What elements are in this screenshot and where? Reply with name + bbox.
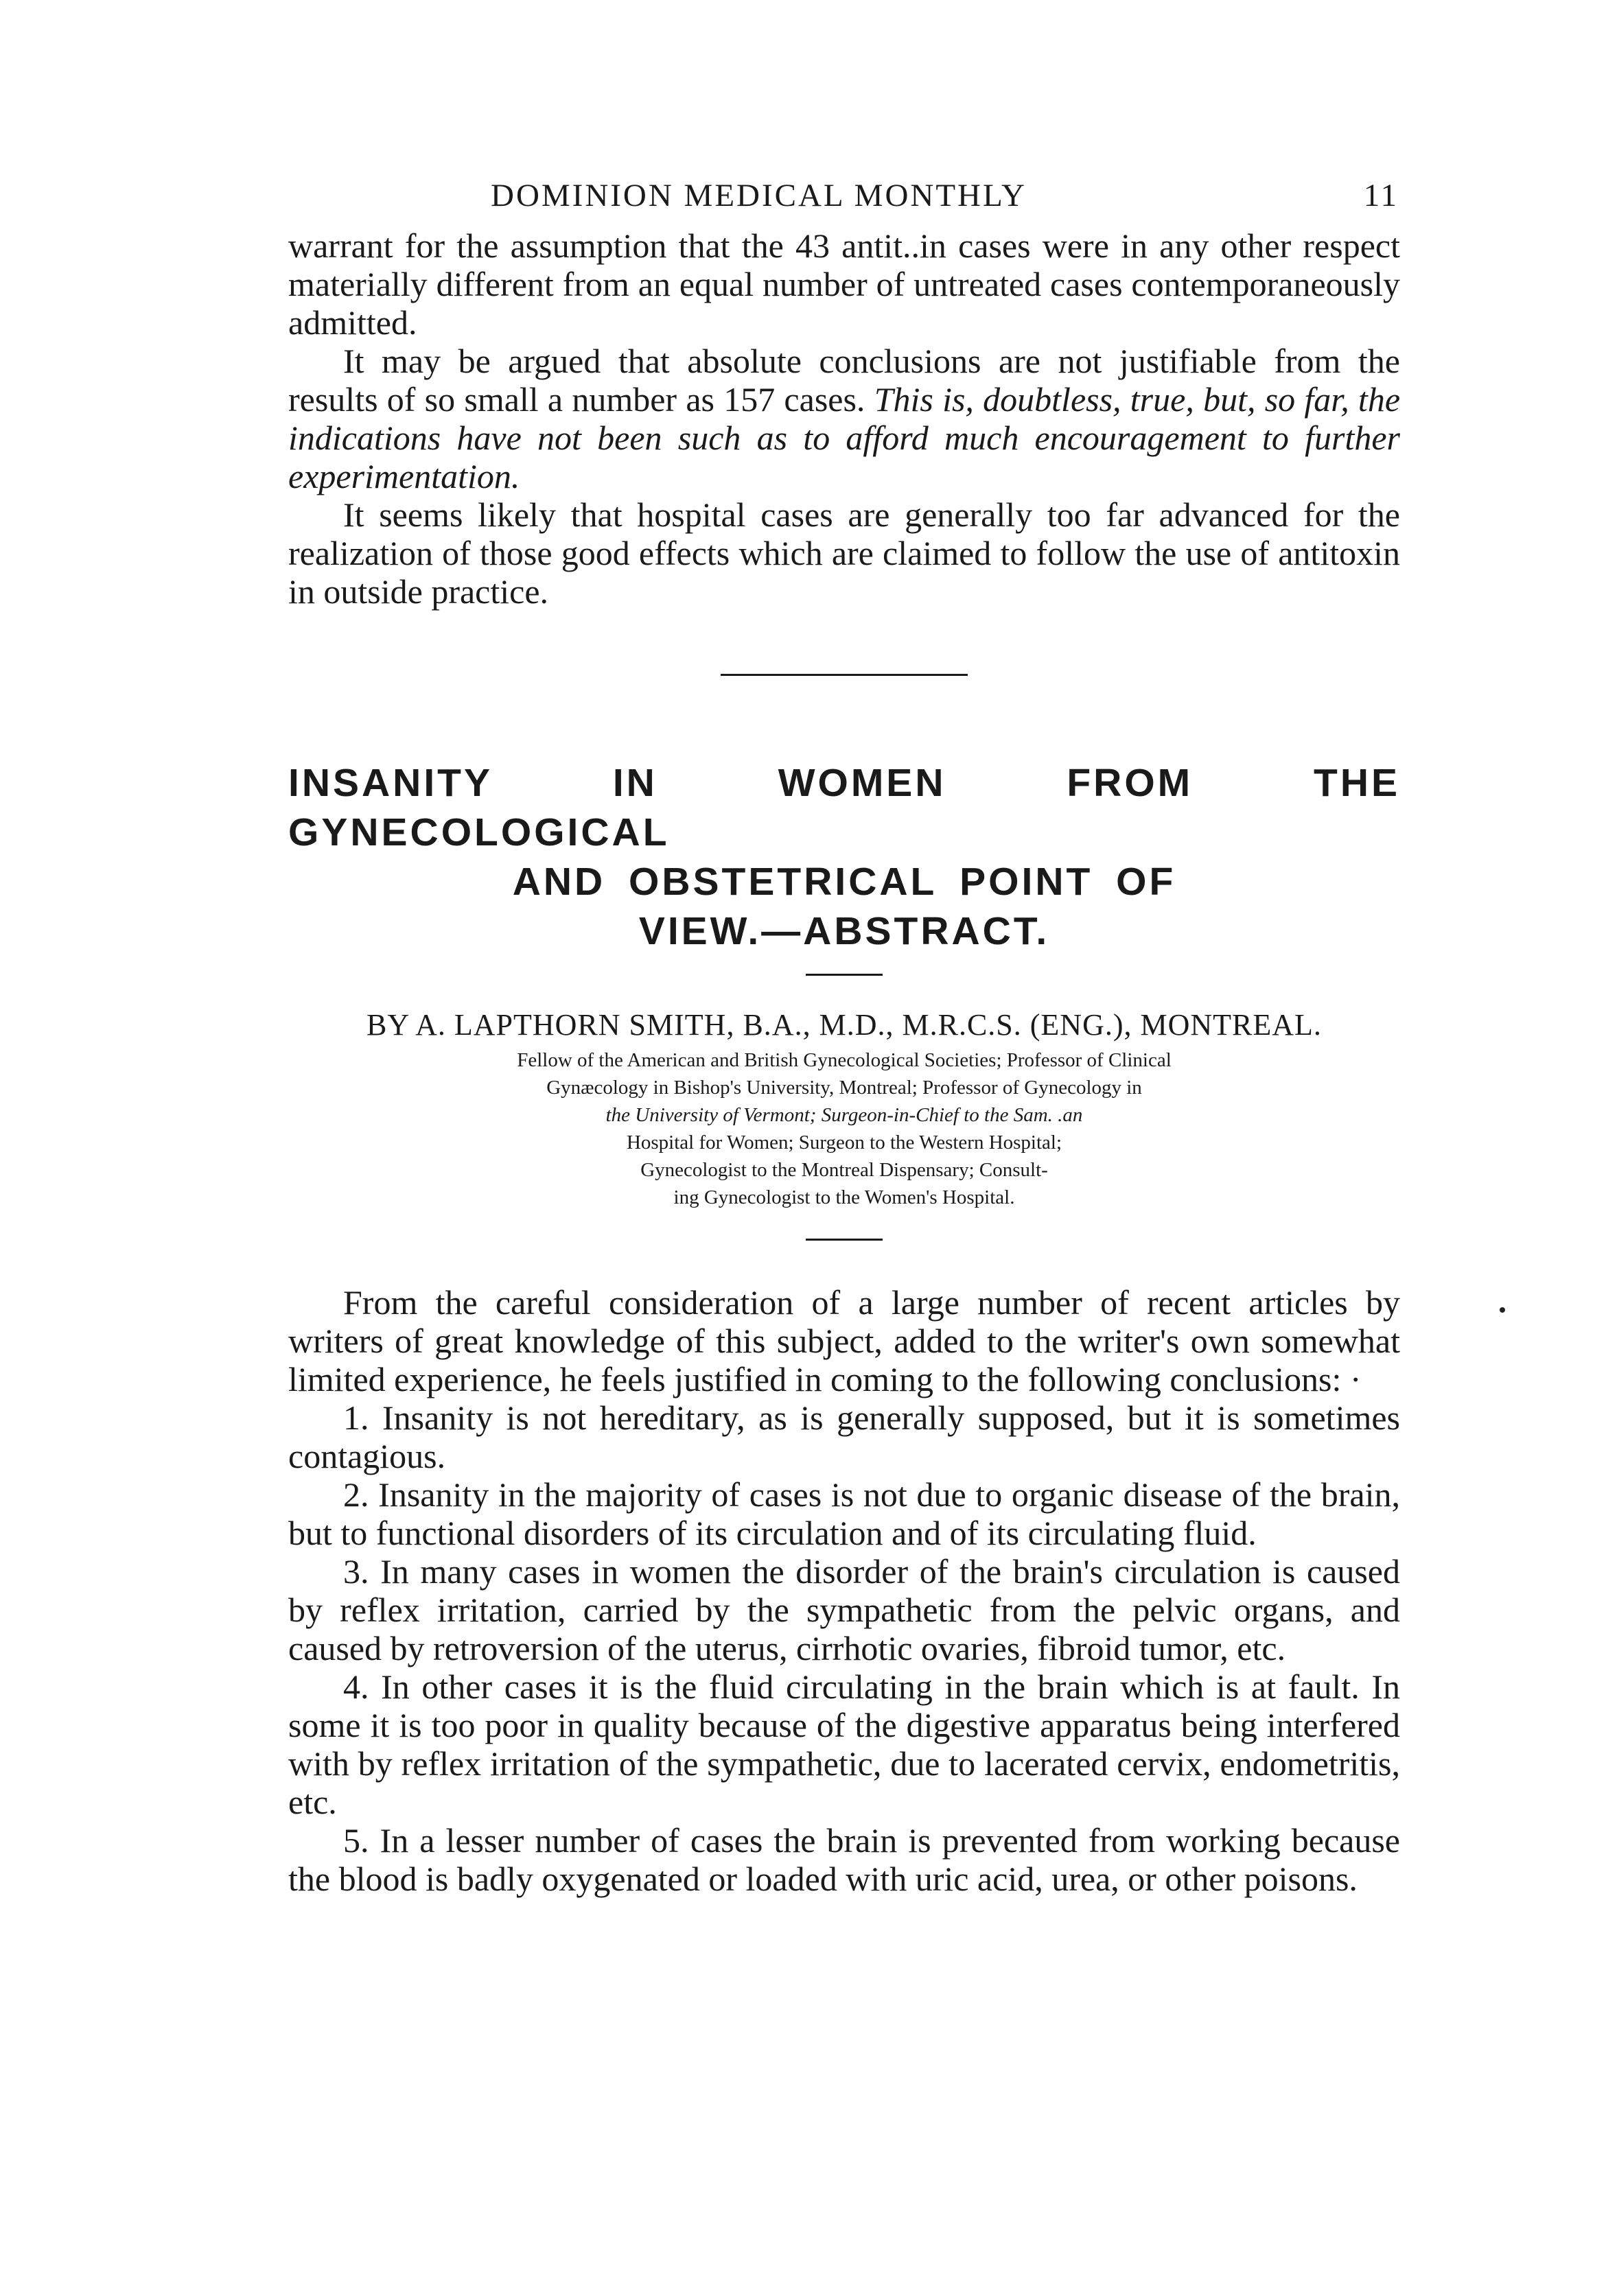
running-head: [288, 172, 1400, 226]
paragraph-small-number-italic: This is, doubtless, true, but, so far, the indications have not been such as to afford much encouragement to further experimentation.: [288, 380, 1401, 495]
paragraph-small-number-sentence: It may be argued that absolute conclusions are not justifiable from the results of so small a number as 157 cases.: [288, 342, 1400, 419]
credentials-line: Gynecologist to the Montreal Dispensary; Consult-: [640, 1159, 1048, 1181]
conclusion-item: 1. Insanity is not hereditary, as is generally supposed, but it is sometimes contagious.: [288, 1398, 1400, 1475]
credentials-line: Hospital for Women; Surgeon to the Western Hospital;: [626, 1132, 1062, 1153]
byline-rule: [806, 1239, 883, 1241]
credentials-line: ing Gynecologist to the Women's Hospital.: [673, 1186, 1015, 1208]
article-title: [288, 758, 1400, 956]
article-title-line: INSANITY IN WOMEN FROM THE GYNECOLOGICAL: [288, 761, 1400, 854]
credentials-line: the University of Vermont; Surgeon-in-Chief to the Sam. .an: [605, 1104, 1083, 1126]
title-rule: [806, 974, 883, 976]
continued-paragraph: warrant for the assumption that the 43 antit..in cases were in any other respect materially different from an equal number of untreated cases contemporaneously admitted.: [288, 226, 1400, 342]
page-number: 11: [1363, 178, 1399, 213]
article-title-line: VIEW.—ABSTRACT.: [638, 909, 1050, 953]
conclusion-item: 2. Insanity in the majority of cases is not due to organic disease of the brain, but to functional disorders of its circulation and of its circulating fluid.: [288, 1475, 1400, 1552]
intro-paragraph: From the careful consideration of a large number of recent articles by writers of great knowledge of this subject, added to the writer's own somewhat limited experience, he feels justified in coming to the following conclusions: ·: [288, 1283, 1400, 1398]
scan-speck: [1500, 1307, 1505, 1313]
section-divider: [721, 674, 968, 676]
paragraph-hospital-cases: It seems likely that hospital cases are generally too far advanced for the realization of those good effects which are claimed to follow the use of antitoxin in outside practice.: [288, 495, 1400, 611]
author-credentials: [426, 1046, 1263, 1211]
credentials-line: Gynæcology in Bishop's University, Montreal; Professor of Gynecology in: [546, 1077, 1142, 1099]
journal-title: DOMINION MEDICAL MONTHLY: [491, 178, 1027, 213]
article-title-line: AND OBSTETRICAL POINT OF: [512, 860, 1176, 904]
paragraph-small-number: [288, 342, 1400, 495]
page: [288, 172, 1400, 1898]
conclusion-item: 3. In many cases in women the disorder of the brain's circulation is caused by reflex irritation, carried by the sympathetic from the pelvic organs, and caused by retroversion of the uterus, cirrhotic ovaries, fibroid tumor, etc.: [288, 1552, 1400, 1667]
author-byline: BY A. LAPTHORN SMITH, B.A., M.D., M.R.C.S. (ENG.), MONTREAL.: [366, 1008, 1322, 1042]
conclusion-item: 5. In a lesser number of cases the brain is prevented from working because the blood is badly oxygenated or loaded with uric acid, urea, or other poisons.: [288, 1821, 1400, 1898]
credentials-line: Fellow of the American and British Gynecological Societies; Professor of Clinical: [517, 1049, 1172, 1071]
conclusion-item: 4. In other cases it is the fluid circulating in the brain which is at fault. In some it is too poor in quality because of the digestive apparatus being interfered with by reflex irritation of the sympathetic, due to lacerated cervix, endometritis, etc.: [288, 1667, 1400, 1821]
